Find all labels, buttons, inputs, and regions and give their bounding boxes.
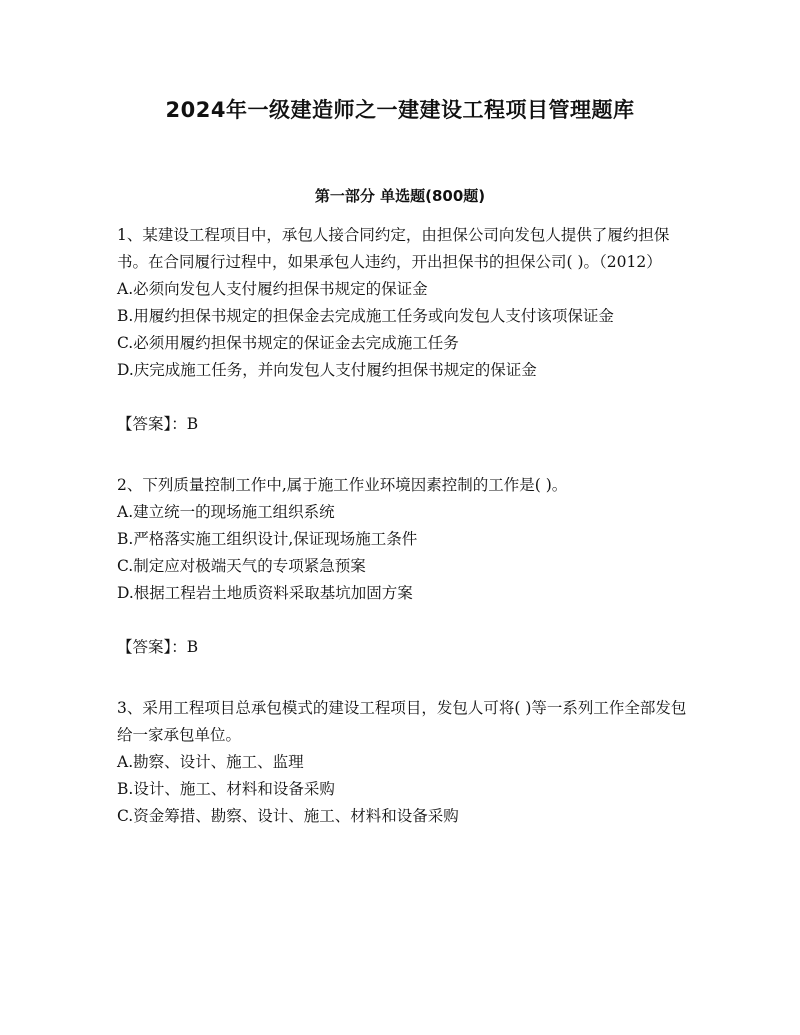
option-c: C.资金筹措、勘察、设计、施工、材料和设备采购 xyxy=(117,807,459,825)
option-d: D.庆完成施工任务，并向发包人支付履约担保书规定的保证金 xyxy=(117,361,537,379)
option-d: D.根据工程岩土地质资料采取基坑加固方案 xyxy=(117,584,413,602)
option-a: A.勘察、设计、施工、监理 xyxy=(117,753,304,771)
option-b: B.严格落实施工组织设计,保证现场施工条件 xyxy=(117,530,418,548)
answer-line: 【答案】：B xyxy=(117,415,199,433)
section-title: 第一部分 单选题(800题) xyxy=(314,187,486,205)
question-stem: 1、某建设工程项目中，承包人接合同约定，由担保公司向发包人提供了履约担保书。在合同履行过程中，如果承包人违约，开出担保书的担保公司( )。（2012） xyxy=(117,226,670,271)
question-list xyxy=(117,222,687,830)
question-3 xyxy=(117,695,687,830)
document-title: 2024年一级建造师之一建建设工程项目管理题库 xyxy=(165,98,635,122)
question-2 xyxy=(117,472,687,695)
option-b: B.设计、施工、材料和设备采购 xyxy=(117,780,335,798)
option-a: A.必须向发包人支付履约担保书规定的保证金 xyxy=(117,280,428,298)
answer-line: 【答案】：B xyxy=(117,638,199,656)
question-1 xyxy=(117,222,687,472)
option-a: A.建立统一的现场施工组织系统 xyxy=(117,503,335,521)
option-c: C.制定应对极端天气的专项紧急预案 xyxy=(117,557,366,575)
option-b: B.用履约担保书规定的担保金去完成施工任务或向发包人支付该项保证金 xyxy=(117,307,614,325)
question-stem: 2、下列质量控制工作中,属于施工作业环境因素控制的工作是( )。 xyxy=(117,476,568,494)
question-stem: 3、采用工程项目总承包模式的建设工程项目，发包人可将( )等一系列工作全部发包给一家承包单位。 xyxy=(117,699,687,744)
option-c: C.必须用履约担保书规定的保证金去完成施工任务 xyxy=(117,334,459,352)
